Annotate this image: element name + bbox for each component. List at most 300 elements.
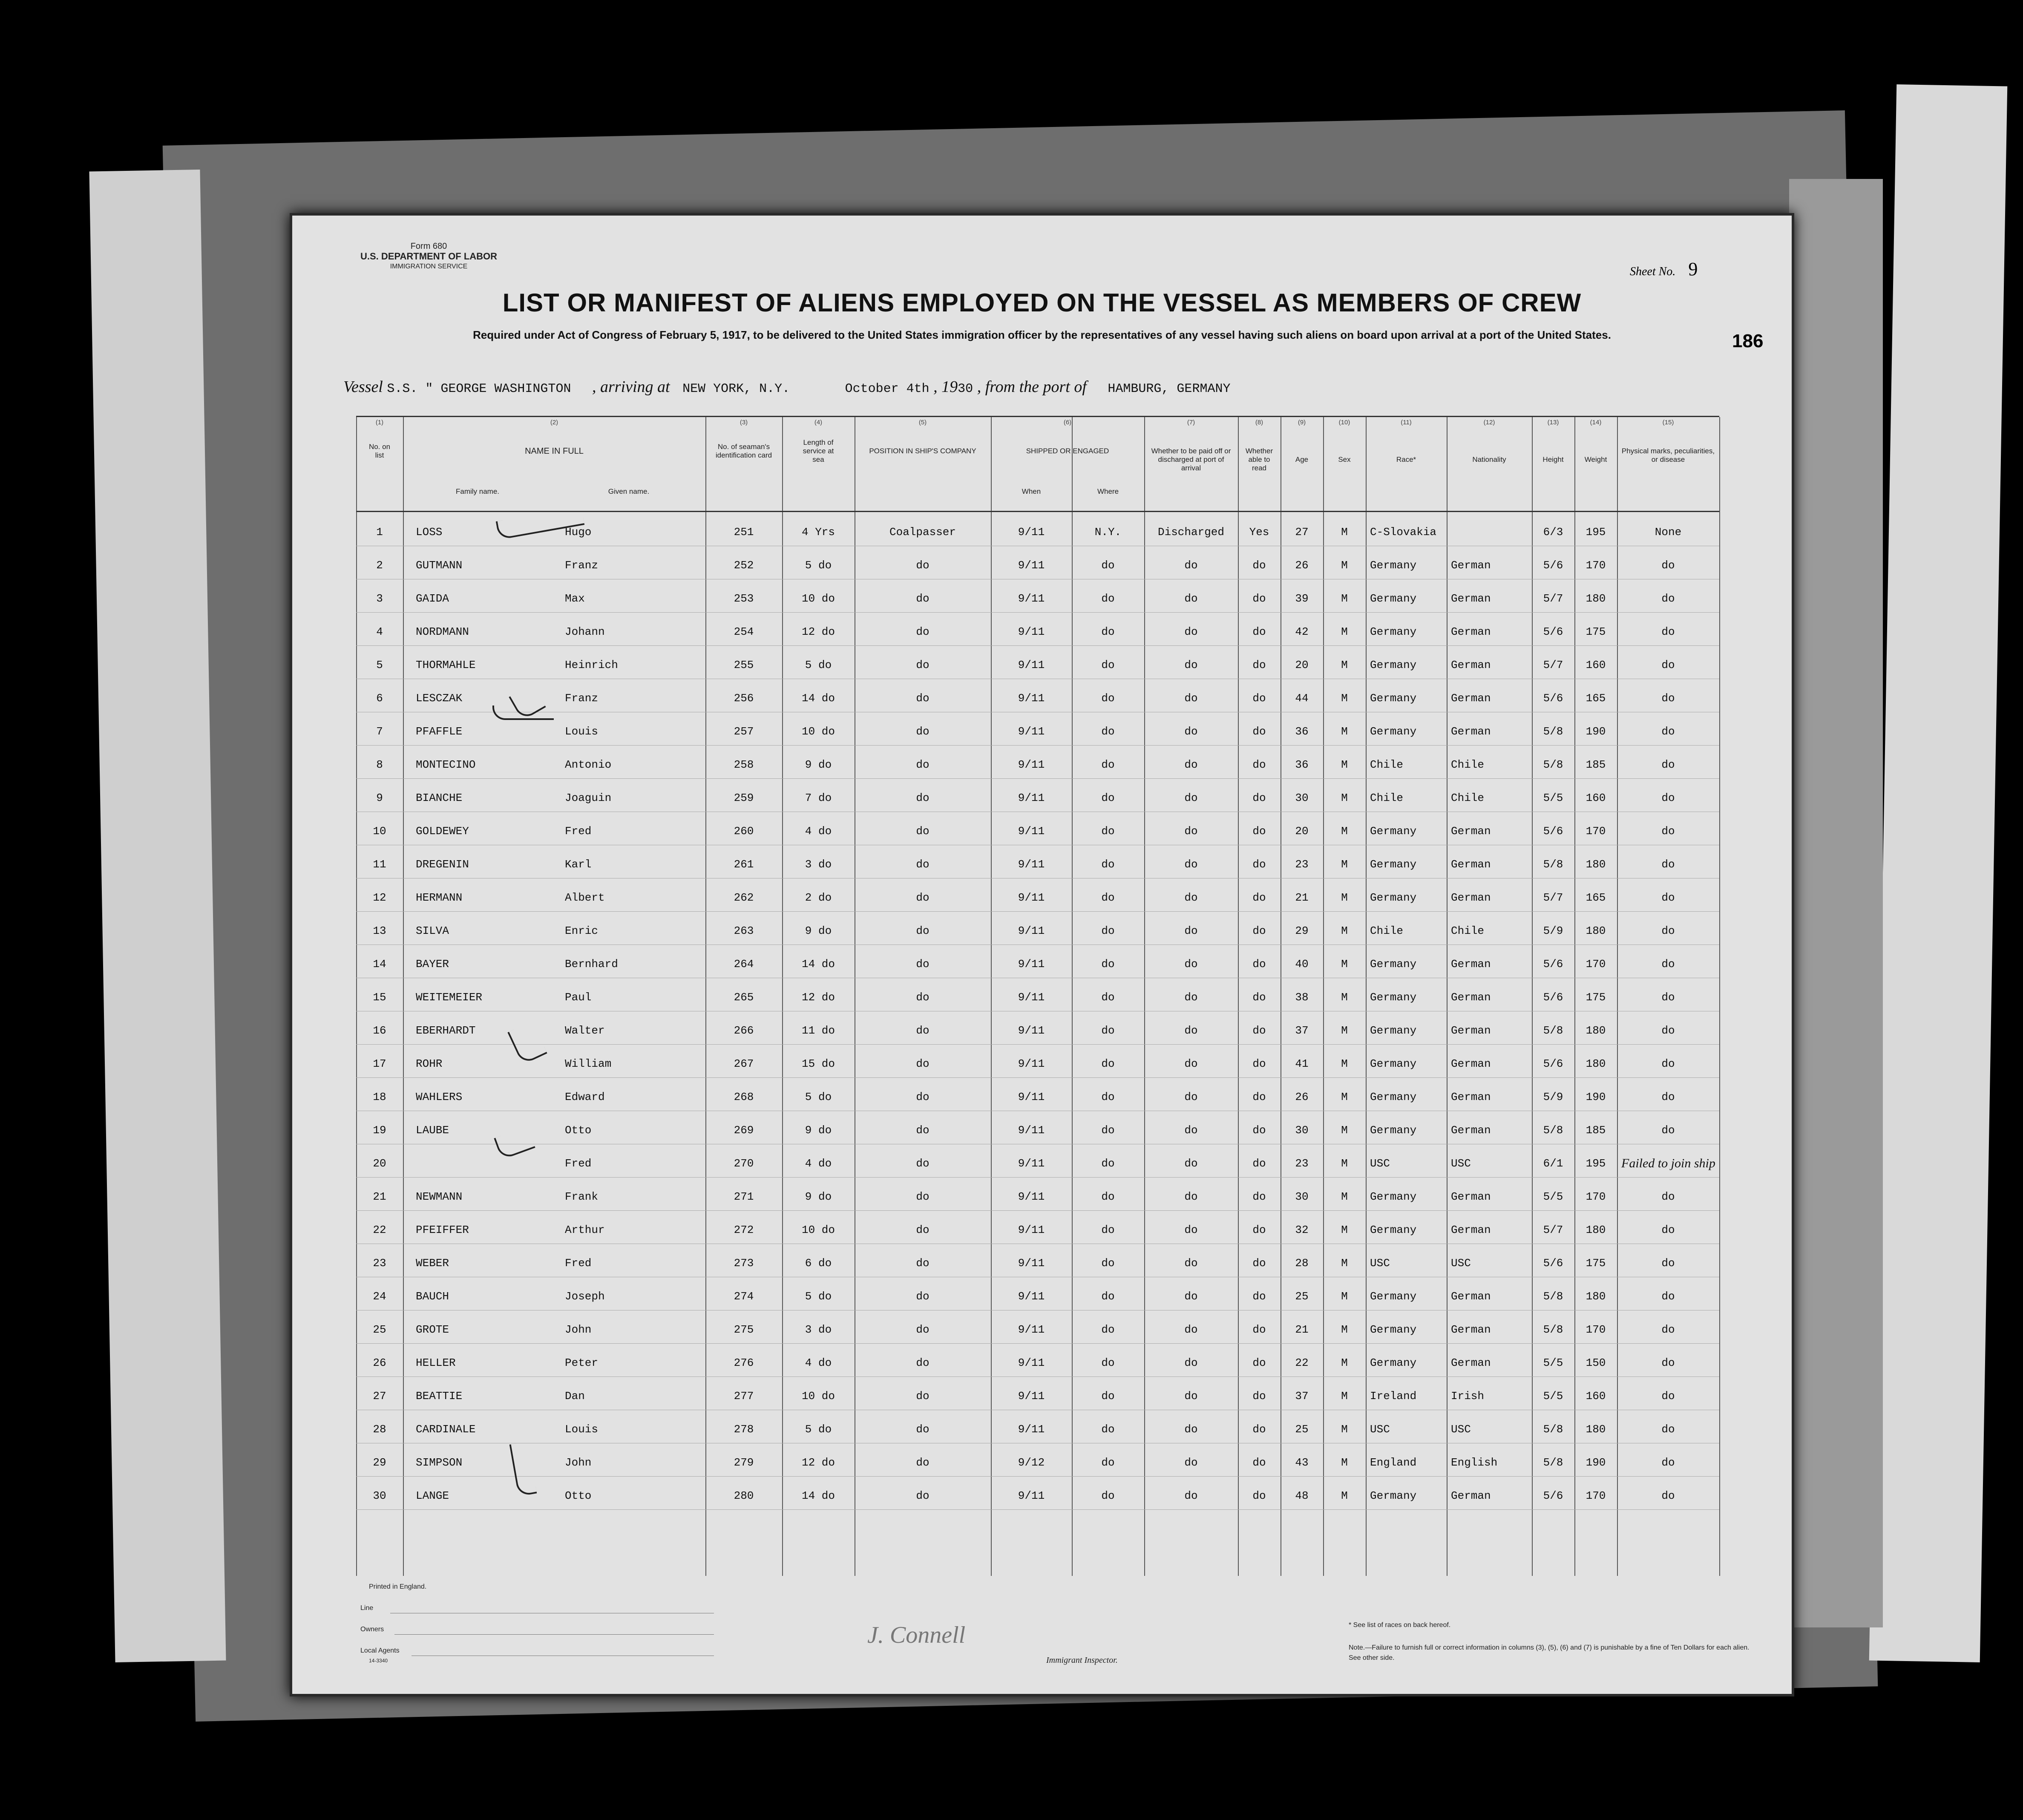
cell-when: 9/11	[1018, 1323, 1045, 1336]
cell-marks: do	[1661, 592, 1675, 605]
cell-family: THORMAHLE	[416, 659, 476, 671]
cell-no: 1	[376, 526, 383, 539]
cell-read: do	[1252, 792, 1266, 804]
penalty-note: Note.—Failure to furnish full or correct information in columns (3), (5), (6) and (7) is punishable by a fine of Ten Dollars for each alien. See other side.	[1349, 1644, 1750, 1662]
cell-sex: M	[1341, 1224, 1348, 1236]
cell-when: 9/11	[1018, 1423, 1045, 1436]
table-row	[356, 1084, 1719, 1110]
cell-when: 9/11	[1018, 592, 1045, 605]
cell-given: Fred	[565, 1157, 592, 1170]
cell-paid: do	[1184, 1257, 1198, 1270]
cell-where: do	[1101, 625, 1115, 638]
cell-given: Heinrich	[565, 659, 618, 671]
cell-nationality: Chile	[1451, 924, 1485, 937]
cell-when: 9/11	[1018, 1024, 1045, 1037]
cell-weight: 170	[1586, 825, 1606, 838]
cell-where: do	[1101, 858, 1115, 871]
cell-weight: 190	[1586, 725, 1606, 738]
cell-nationality: German	[1451, 559, 1491, 572]
header-given-name: Given name.	[608, 487, 650, 495]
cell-no: 28	[373, 1423, 386, 1436]
cell-height: 5/8	[1543, 1323, 1563, 1336]
cell-weight: 165	[1586, 891, 1606, 904]
vessel-line	[343, 377, 1230, 396]
cell-age: 36	[1295, 758, 1309, 771]
cell-nationality: Chile	[1451, 758, 1485, 771]
cell-service: 4 do	[805, 1157, 832, 1170]
cell-weight: 150	[1586, 1356, 1606, 1369]
cell-family: CARDINALE	[416, 1423, 476, 1436]
cell-where: do	[1101, 825, 1115, 838]
cell-sex: M	[1341, 858, 1348, 871]
cell-height: 5/5	[1543, 1356, 1563, 1369]
service-name: IMMIGRATION SERVICE	[390, 263, 468, 270]
background-sheet-right-inner	[1789, 179, 1883, 1627]
cell-paid: do	[1184, 792, 1198, 804]
cell-service: 7 do	[805, 792, 832, 804]
cell-age: 30	[1295, 1124, 1309, 1137]
cell-weight: 160	[1586, 792, 1606, 804]
cell-family: LESCZAK	[416, 692, 463, 705]
cell-read: do	[1252, 825, 1266, 838]
cell-family: BAUCH	[416, 1290, 449, 1303]
cell-where: do	[1101, 1024, 1115, 1037]
cell-sex: M	[1341, 991, 1348, 1004]
header-no: No. on list	[368, 443, 391, 459]
cell-sex: M	[1341, 625, 1348, 638]
cell-card: 260	[734, 825, 754, 838]
cell-sex: M	[1341, 1390, 1348, 1402]
cell-read: Yes	[1249, 526, 1269, 539]
cell-marks: do	[1661, 1124, 1675, 1137]
cell-marks: do	[1661, 1489, 1675, 1502]
cell-read: do	[1252, 1024, 1266, 1037]
cell-when: 9/11	[1018, 692, 1045, 705]
stamp-number: 186	[1732, 331, 1764, 351]
races-note: * See list of races on back hereof.	[1349, 1621, 1451, 1629]
cell-age: 30	[1295, 792, 1309, 804]
cell-no: 3	[376, 592, 383, 605]
cell-nationality: German	[1451, 1290, 1491, 1303]
table-row	[356, 1217, 1719, 1243]
cell-read: do	[1252, 1290, 1266, 1303]
cell-card: 263	[734, 924, 754, 937]
sheet-number	[1630, 258, 1698, 280]
cell-card: 251	[734, 526, 754, 539]
cell-marks: do	[1661, 1190, 1675, 1203]
cell-marks: do	[1661, 659, 1675, 671]
cell-weight: 190	[1586, 1091, 1606, 1103]
table-row	[356, 553, 1719, 578]
table-row	[356, 951, 1719, 977]
cell-family: BAYER	[416, 958, 449, 970]
cell-no: 29	[373, 1456, 386, 1469]
cell-height: 5/6	[1543, 692, 1563, 705]
cell-paid: do	[1184, 659, 1198, 671]
table-row	[356, 885, 1719, 910]
cell-position: do	[916, 1024, 929, 1037]
cell-no: 22	[373, 1224, 386, 1236]
cell-weight: 180	[1586, 1290, 1606, 1303]
cell-when: 9/11	[1018, 1124, 1045, 1137]
cell-service: 9 do	[805, 1124, 832, 1137]
cell-race: Germany	[1370, 659, 1417, 671]
cell-card: 278	[734, 1423, 754, 1436]
cell-weight: 170	[1586, 958, 1606, 970]
cell-when: 9/11	[1018, 1190, 1045, 1203]
cell-given: Max	[565, 592, 585, 605]
cell-marks: do	[1661, 1390, 1675, 1402]
table-row	[356, 852, 1719, 877]
arrival-port: NEW YORK, N.Y.	[682, 382, 790, 396]
cell-given: Bernhard	[565, 958, 618, 970]
cell-no: 27	[373, 1390, 386, 1402]
cell-read: do	[1252, 924, 1266, 937]
cell-sex: M	[1341, 1024, 1348, 1037]
cell-card: 280	[734, 1489, 754, 1502]
cell-family: DREGENIN	[416, 858, 469, 871]
cell-where: do	[1101, 1356, 1115, 1369]
cell-height: 5/5	[1543, 792, 1563, 804]
cell-race: Germany	[1370, 592, 1417, 605]
cell-marks: do	[1661, 1257, 1675, 1270]
cell-no: 8	[376, 758, 383, 771]
cell-height: 5/7	[1543, 659, 1563, 671]
table-row	[356, 1151, 1719, 1176]
cell-marks: do	[1661, 958, 1675, 970]
cell-read: do	[1252, 659, 1266, 671]
column-number: (11)	[1401, 419, 1412, 426]
cell-card: 269	[734, 1124, 754, 1137]
cell-age: 40	[1295, 958, 1309, 970]
cell-when: 9/11	[1018, 559, 1045, 572]
cell-when: 9/11	[1018, 1356, 1045, 1369]
cell-card: 270	[734, 1157, 754, 1170]
cell-paid: do	[1184, 1124, 1198, 1137]
cell-service: 2 do	[805, 891, 832, 904]
cell-marks: do	[1661, 825, 1675, 838]
cell-no: 16	[373, 1024, 386, 1037]
cell-marks: do	[1661, 1024, 1675, 1037]
owners-label: Owners	[360, 1626, 384, 1633]
departure-port: HAMBURG, GERMANY	[1108, 382, 1231, 396]
cell-family: HELLER	[416, 1356, 456, 1369]
cell-paid: do	[1184, 1390, 1198, 1402]
cell-sex: M	[1341, 592, 1348, 605]
cell-age: 23	[1295, 858, 1309, 871]
cell-read: do	[1252, 625, 1266, 638]
cell-race: Germany	[1370, 559, 1417, 572]
cell-age: 29	[1295, 924, 1309, 937]
cell-given: Fred	[565, 1257, 592, 1270]
cell-where: do	[1101, 792, 1115, 804]
cell-marks: do	[1661, 1091, 1675, 1103]
cell-race: Germany	[1370, 725, 1417, 738]
cell-height: 6/3	[1543, 526, 1563, 539]
cell-sex: M	[1341, 1091, 1348, 1103]
cell-position: do	[916, 1390, 929, 1402]
cell-paid: do	[1184, 825, 1198, 838]
cell-service: 4 do	[805, 825, 832, 838]
cell-age: 37	[1295, 1390, 1309, 1402]
cell-service: 10 do	[801, 725, 835, 738]
cell-family: ROHR	[416, 1057, 443, 1070]
cell-family: NORDMANN	[416, 625, 469, 638]
cell-position: do	[916, 1489, 929, 1502]
cell-given: Karl	[565, 858, 592, 871]
cell-card: 258	[734, 758, 754, 771]
header-sex: Sex	[1338, 455, 1351, 464]
cell-sex: M	[1341, 1290, 1348, 1303]
cell-family: PFEIFFER	[416, 1224, 469, 1236]
cell-given: John	[565, 1323, 592, 1336]
cell-read: do	[1252, 991, 1266, 1004]
cell-service: 10 do	[801, 1390, 835, 1402]
cell-paid: do	[1184, 1290, 1198, 1303]
cell-service: 14 do	[801, 1489, 835, 1502]
header-position: POSITION IN SHIP'S COMPANY	[869, 447, 976, 455]
cell-family: GROTE	[416, 1323, 449, 1336]
cell-read: do	[1252, 1257, 1266, 1270]
cell-service: 14 do	[801, 958, 835, 970]
cell-sex: M	[1341, 792, 1348, 804]
header-age: Age	[1295, 455, 1309, 464]
sheet-label: Sheet No.	[1630, 265, 1676, 278]
cell-card: 259	[734, 792, 754, 804]
cell-read: do	[1252, 592, 1266, 605]
table-row	[356, 1284, 1719, 1309]
cell-paid: do	[1184, 1456, 1198, 1469]
cell-no: 11	[373, 858, 386, 871]
arriving-label: , arriving at	[592, 378, 670, 396]
cell-weight: 170	[1586, 559, 1606, 572]
cell-read: do	[1252, 725, 1266, 738]
cell-card: 252	[734, 559, 754, 572]
cell-where: N.Y.	[1094, 526, 1122, 539]
cell-where: do	[1101, 1257, 1115, 1270]
header-service: Length of service at sea	[803, 438, 834, 464]
cell-family: GUTMANN	[416, 559, 463, 572]
cell-age: 39	[1295, 592, 1309, 605]
cell-given: Enric	[565, 924, 599, 937]
cell-when: 9/11	[1018, 1091, 1045, 1103]
sheet-value: 9	[1688, 259, 1698, 279]
cell-where: do	[1101, 1489, 1115, 1502]
cell-when: 9/11	[1018, 1057, 1045, 1070]
cell-paid: do	[1184, 692, 1198, 705]
header-nationality: Nationality	[1472, 455, 1506, 464]
header-race: Race*	[1396, 455, 1416, 464]
cell-position: do	[916, 825, 929, 838]
cell-height: 5/8	[1543, 858, 1563, 871]
cell-race: USC	[1370, 1157, 1390, 1170]
cell-no: 13	[373, 924, 386, 937]
cell-age: 25	[1295, 1290, 1309, 1303]
cell-when: 9/11	[1018, 659, 1045, 671]
cell-nationality: Irish	[1451, 1390, 1485, 1402]
cell-nationality: German	[1451, 1124, 1491, 1137]
cell-paid: do	[1184, 559, 1198, 572]
cell-race: Germany	[1370, 692, 1417, 705]
cell-service: 5 do	[805, 1091, 832, 1103]
cell-position: do	[916, 1323, 929, 1336]
cell-no: 17	[373, 1057, 386, 1070]
header-weight: Weight	[1584, 455, 1607, 464]
table-row	[356, 1483, 1719, 1509]
cell-nationality: German	[1451, 1356, 1491, 1369]
cell-no: 12	[373, 891, 386, 904]
cell-where: do	[1101, 1091, 1115, 1103]
cell-card: 277	[734, 1390, 754, 1402]
department-name: U.S. DEPARTMENT OF LABOR	[360, 251, 498, 262]
cell-age: 36	[1295, 725, 1309, 738]
cell-race: Chile	[1370, 924, 1404, 937]
cell-race: Germany	[1370, 991, 1417, 1004]
cell-read: do	[1252, 958, 1266, 970]
cell-position: do	[916, 1091, 929, 1103]
cell-read: do	[1252, 1157, 1266, 1170]
cell-family: SILVA	[416, 924, 449, 937]
cell-family	[416, 1151, 552, 1176]
cell-race: Germany	[1370, 1024, 1417, 1037]
table-row	[356, 1450, 1719, 1475]
cell-service: 12 do	[801, 625, 835, 638]
cell-race: Germany	[1370, 1290, 1417, 1303]
cell-paid: do	[1184, 958, 1198, 970]
table-row	[356, 1184, 1719, 1209]
inspector-label: Immigrant Inspector.	[1046, 1656, 1118, 1665]
table-row	[356, 1051, 1719, 1077]
cell-where: do	[1101, 1456, 1115, 1469]
cell-card: 265	[734, 991, 754, 1004]
cell-age: 20	[1295, 825, 1309, 838]
cell-family: MONTECINO	[416, 758, 476, 771]
cell-no: 2	[376, 559, 383, 572]
cell-nationality: Chile	[1451, 792, 1485, 804]
cell-where: do	[1101, 1323, 1115, 1336]
cell-card: 268	[734, 1091, 754, 1103]
cell-height: 5/6	[1543, 1489, 1563, 1502]
cell-nationality: German	[1451, 991, 1491, 1004]
cell-weight: 180	[1586, 1224, 1606, 1236]
cell-weight: 165	[1586, 692, 1606, 705]
cell-family: HERMANN	[416, 891, 463, 904]
cell-service: 12 do	[801, 1456, 835, 1469]
cell-card: 275	[734, 1323, 754, 1336]
cell-age: 20	[1295, 659, 1309, 671]
cell-weight: 160	[1586, 1390, 1606, 1402]
cell-card: 272	[734, 1224, 754, 1236]
cell-age: 26	[1295, 1091, 1309, 1103]
cell-sex: M	[1341, 1157, 1348, 1170]
cell-weight: 180	[1586, 858, 1606, 871]
cell-sex: M	[1341, 1124, 1348, 1137]
cell-position: do	[916, 991, 929, 1004]
cell-when: 9/11	[1018, 991, 1045, 1004]
cell-weight: 170	[1586, 1190, 1606, 1203]
cell-service: 15 do	[801, 1057, 835, 1070]
cell-when: 9/11	[1018, 858, 1045, 871]
cell-where: do	[1101, 1224, 1115, 1236]
table-row	[356, 985, 1719, 1010]
cell-where: do	[1101, 924, 1115, 937]
cell-when: 9/11	[1018, 1257, 1045, 1270]
cell-sex: M	[1341, 1190, 1348, 1203]
cell-read: do	[1252, 1489, 1266, 1502]
cell-race: Germany	[1370, 625, 1417, 638]
cell-age: 25	[1295, 1423, 1309, 1436]
cell-card: 266	[734, 1024, 754, 1037]
column-number: (2)	[550, 419, 558, 426]
cell-card: 255	[734, 659, 754, 671]
table-row	[356, 1250, 1719, 1276]
cell-family: EBERHARDT	[416, 1024, 476, 1037]
table-row	[356, 1018, 1719, 1043]
cell-paid: do	[1184, 758, 1198, 771]
cell-weight: 180	[1586, 1423, 1606, 1436]
cell-marks: Failed to join ship	[1621, 1156, 1715, 1170]
inspector-signature: J. Connell	[867, 1622, 966, 1648]
cell-read: do	[1252, 1190, 1266, 1203]
cell-card: 276	[734, 1356, 754, 1369]
cell-weight: 180	[1586, 1057, 1606, 1070]
cell-marks: do	[1661, 1290, 1675, 1303]
cell-when: 9/11	[1018, 1390, 1045, 1402]
cell-height: 5/5	[1543, 1190, 1563, 1203]
cell-height: 5/6	[1543, 1257, 1563, 1270]
cell-position: do	[916, 1057, 929, 1070]
cell-where: do	[1101, 559, 1115, 572]
table-row	[356, 719, 1719, 744]
cell-card: 253	[734, 592, 754, 605]
table-row	[356, 818, 1719, 844]
cell-when: 9/11	[1018, 1290, 1045, 1303]
table-row	[356, 1383, 1719, 1409]
cell-age: 26	[1295, 559, 1309, 572]
cell-nationality: USC	[1451, 1423, 1471, 1436]
cell-race: Germany	[1370, 1356, 1417, 1369]
column-number: (1)	[375, 419, 384, 426]
document-title: LIST OR MANIFEST OF ALIENS EMPLOYED ON THE VESSEL AS MEMBERS OF CREW	[502, 288, 1582, 317]
cell-read: do	[1252, 1124, 1266, 1137]
cell-paid: do	[1184, 991, 1198, 1004]
cell-read: do	[1252, 1224, 1266, 1236]
cell-read: do	[1252, 1390, 1266, 1402]
table-row	[356, 619, 1719, 645]
cell-where: do	[1101, 1157, 1115, 1170]
cell-no: 23	[373, 1257, 386, 1270]
cell-family: LANGE	[416, 1489, 449, 1502]
cell-age: 48	[1295, 1489, 1309, 1502]
cell-position: do	[916, 1356, 929, 1369]
cell-card: 254	[734, 625, 754, 638]
cell-race: Germany	[1370, 1190, 1417, 1203]
cell-nationality: German	[1451, 1190, 1491, 1203]
cell-weight: 195	[1586, 1157, 1606, 1170]
cell-sex: M	[1341, 526, 1348, 539]
cell-age: 22	[1295, 1356, 1309, 1369]
cell-height: 5/7	[1543, 1224, 1563, 1236]
cell-paid: do	[1184, 725, 1198, 738]
cell-no: 30	[373, 1489, 386, 1502]
cell-nationality: German	[1451, 692, 1491, 705]
cell-read: do	[1252, 858, 1266, 871]
cell-nationality: German	[1451, 1024, 1491, 1037]
cell-paid: do	[1184, 1057, 1198, 1070]
cell-marks: do	[1661, 1323, 1675, 1336]
table-row	[356, 1417, 1719, 1442]
cell-service: 5 do	[805, 659, 832, 671]
